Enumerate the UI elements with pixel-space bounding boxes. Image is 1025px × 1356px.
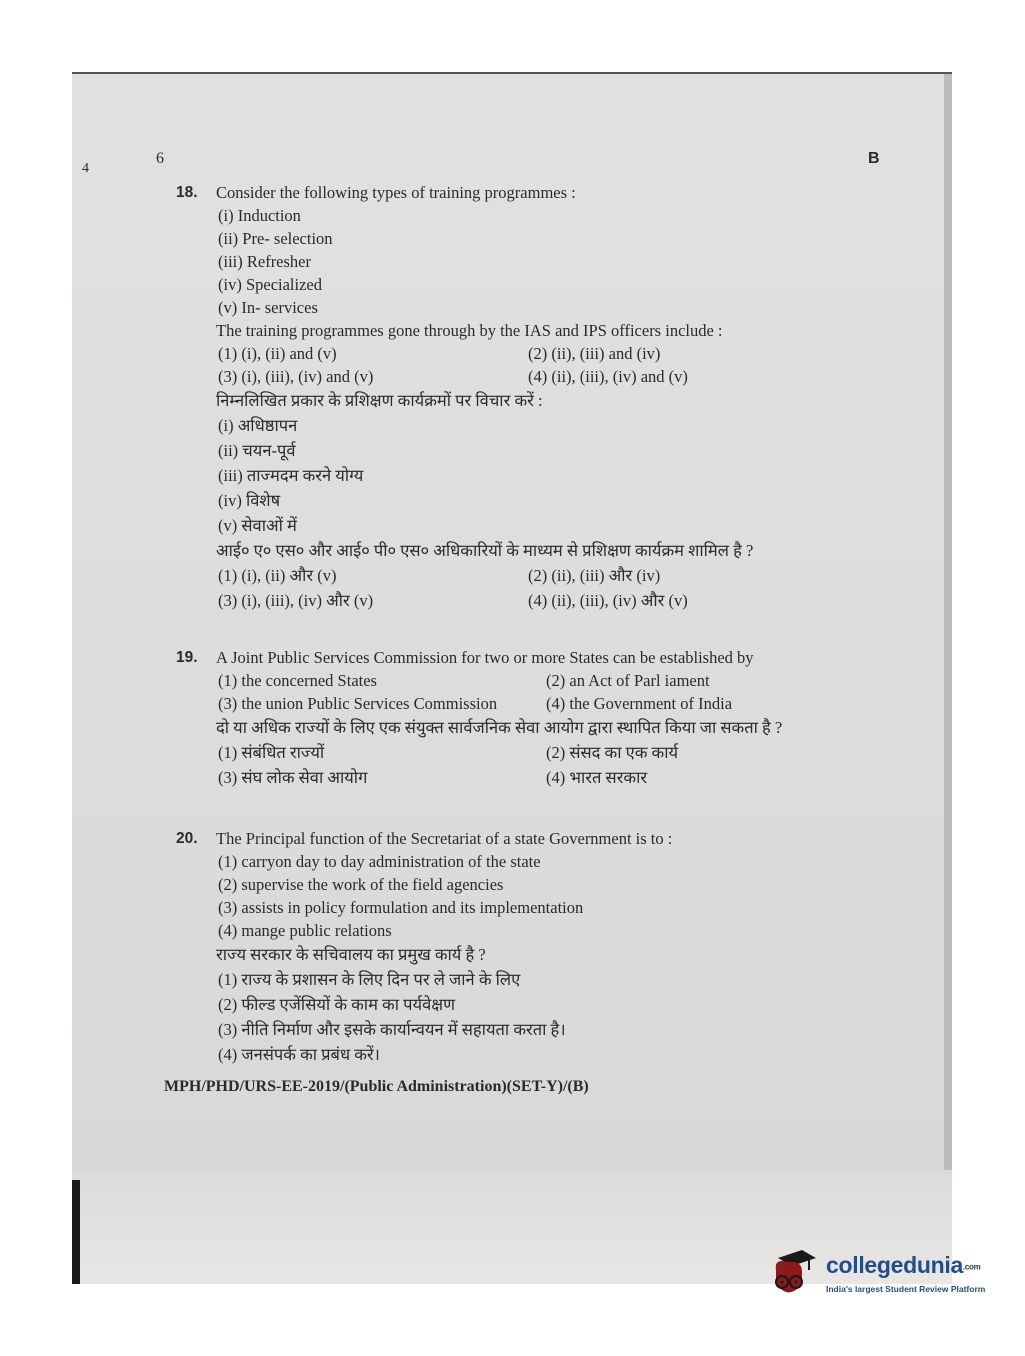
option-4: (4) the Government of India (546, 694, 733, 713)
question-stem-en: A Joint Public Services Commission for two or more States can be established by (216, 648, 754, 667)
page-top-edge (72, 72, 952, 74)
options-row (216, 692, 886, 715)
question-18 (176, 181, 886, 613)
question-19 (176, 646, 886, 790)
question-stem-hi: निम्नलिखित प्रकार के प्रशिक्षण कार्यक्रमों पर विचार करें : (216, 391, 543, 410)
brand-tagline: India's largest Student Review Platform (826, 1284, 986, 1294)
list-item: (v) In- services (218, 298, 318, 317)
question-ask-hi: आई० ए० एस० और आई० पी० एस० अधिकारियों के माध्यम से प्रशिक्षण कार्यक्रम शामिल है ? (216, 541, 754, 560)
list-item: (iii) Refresher (218, 252, 311, 271)
list-item: (ii) चयन-पूर्व (218, 441, 296, 460)
option-3: (3) assists in policy formulation and its implementation (218, 898, 584, 917)
options-row (216, 669, 886, 692)
option-3: (3) नीति निर्माण और इसके कार्यान्वयन में सहायता करता है। (218, 1020, 566, 1039)
option-3: (3) (i), (iii), (iv) and (v) (218, 367, 374, 386)
option-2: (2) supervise the work of the field agencies (218, 875, 504, 894)
list-item: (v) सेवाओं में (218, 516, 297, 535)
margin-number: 4 (82, 161, 89, 176)
option-1: (1) carryon day to day administration of the state (218, 852, 541, 871)
option-3: (3) संघ लोक सेवा आयोग (218, 768, 368, 787)
option-2: (2) संसद का एक कार्य (546, 743, 679, 762)
list-item: (ii) Pre- selection (218, 229, 333, 248)
set-letter: B (868, 150, 880, 167)
question-stem-hi: दो या अधिक राज्यों के लिए एक संयुक्त सार्वजनिक सेवा आयोग द्वारा स्थापित किया जा सकता है ? (216, 718, 783, 737)
question-number: 20. (176, 830, 198, 847)
question-number: 19. (176, 649, 198, 666)
graduate-mascot-icon (768, 1248, 820, 1300)
option-4: (4) भारत सरकार (546, 768, 648, 787)
list-item: (iv) विशेष (218, 491, 281, 510)
option-4: (4) mange public relations (218, 921, 392, 940)
options-row (216, 588, 886, 613)
option-4: (4) (ii), (iii), (iv) और (v) (528, 591, 688, 610)
question-stem-en: The Principal function of the Secretariat of a state Government is to : (216, 829, 673, 848)
binding-edge (72, 1180, 80, 1284)
option-3: (3) (i), (iii), (iv) और (v) (218, 591, 374, 610)
options-row (216, 740, 886, 765)
question-20 (176, 827, 886, 1067)
option-4: (4) (ii), (iii), (iv) and (v) (528, 367, 688, 386)
option-1: (1) संबंधित राज्यों (218, 743, 325, 762)
option-1: (1) (i), (ii) and (v) (218, 344, 337, 363)
brand-name (826, 1252, 980, 1279)
list-item: (i) Induction (218, 206, 301, 225)
collegedunia-watermark (768, 1248, 998, 1308)
brand-name-text: collegedunia (826, 1252, 963, 1278)
option-2: (2) (ii), (iii) और (iv) (528, 566, 661, 585)
question-stem-hi: राज्य सरकार के सचिवालय का प्रमुख कार्य है ? (216, 945, 486, 964)
option-2: (2) फील्ड एजेंसियों के काम का पर्यवेक्षण (218, 995, 456, 1014)
option-1: (1) the concerned States (218, 671, 377, 690)
option-2: (2) an Act of Parl iament (546, 671, 710, 690)
brand-suffix: .com (962, 1262, 981, 1272)
option-3: (3) the union Public Services Commission (218, 694, 498, 713)
option-1: (1) राज्य के प्रशासन के लिए दिन पर ले जाने के लिए (218, 970, 521, 989)
option-1: (1) (i), (ii) और (v) (218, 566, 337, 585)
page-number: 6 (156, 150, 164, 167)
list-item: (iv) Specialized (218, 275, 322, 294)
options-row (216, 563, 886, 588)
options-row (216, 765, 886, 790)
options-row (216, 342, 886, 365)
list-item: (i) अधिष्ठापन (218, 416, 298, 435)
option-2: (2) (ii), (iii) and (iv) (528, 344, 661, 363)
question-stem-en: Consider the following types of training programmes : (216, 183, 576, 202)
question-number: 18. (176, 184, 198, 201)
list-item: (iii) ताज्मदम करने योग्य (218, 466, 364, 485)
option-4: (4) जनसंपर्क का प्रबंध करें। (218, 1045, 380, 1064)
paper-code-footer: MPH/PHD/URS-EE-2019/(Public Administration)(SET-Y)/(B) (164, 1078, 589, 1095)
options-row (216, 365, 886, 388)
question-ask-en: The training programmes gone through by the IAS and IPS officers include : (216, 321, 723, 340)
